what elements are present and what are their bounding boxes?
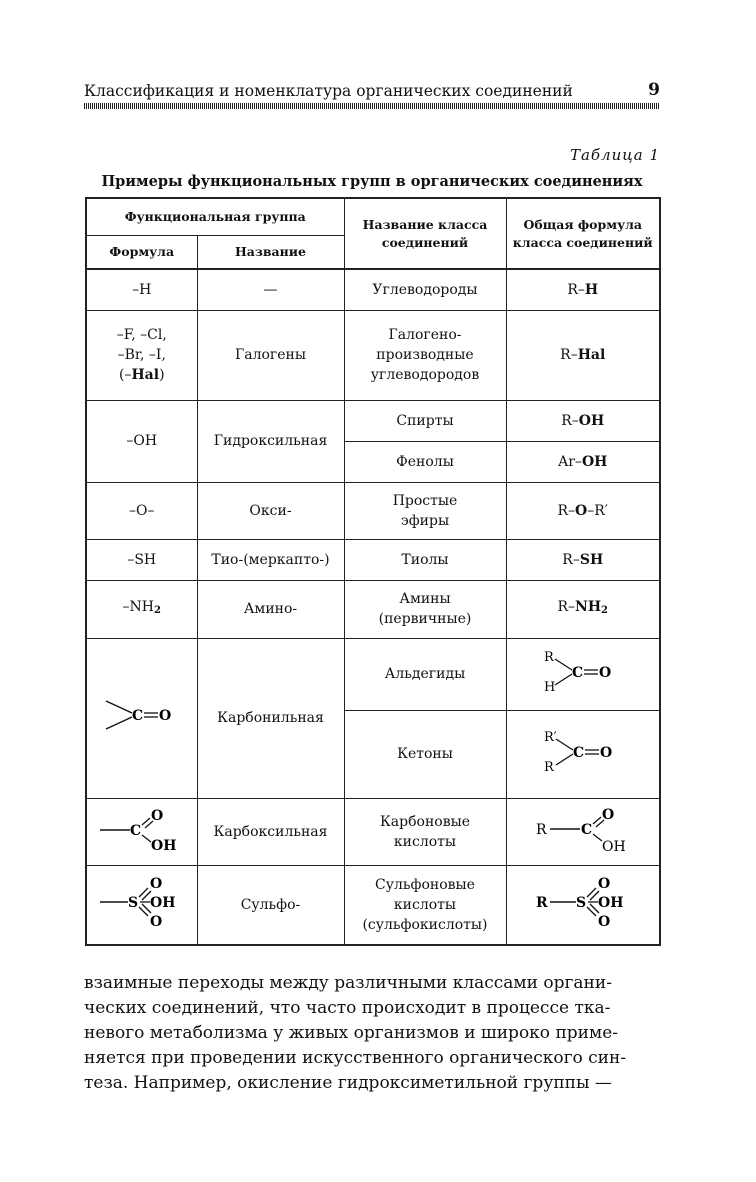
running-head-title: Классификация и номенклатура органических соединений xyxy=(84,82,573,100)
svg-text:H: H xyxy=(543,680,556,695)
svg-text:R′: R′ xyxy=(543,730,557,745)
body-line: невого метаболизма у живых организмов и широко приме- xyxy=(84,1023,619,1043)
cell-general: Ar–OH xyxy=(506,441,660,482)
table-title: Примеры функциональных групп в органических соединениях xyxy=(101,173,643,190)
cell-general: R–OH xyxy=(506,400,660,441)
cell-name: Карбоксильная xyxy=(197,798,344,865)
cell-name: Тио-(меркапто-) xyxy=(197,539,344,580)
svg-text:O: O xyxy=(597,913,610,930)
body-line: теза. Например, окисление гидроксиметильной группы — xyxy=(84,1073,612,1093)
svg-text:R: R xyxy=(535,821,547,838)
aldehyde-structure xyxy=(538,647,628,695)
svg-text:C: C xyxy=(571,665,583,681)
header-functional-group: Функциональная группа xyxy=(86,198,344,235)
body-line: ческих соединений, что часто происходит в процессе тка- xyxy=(84,998,611,1018)
table-row xyxy=(86,798,660,865)
cell-name: Сульфо- xyxy=(197,865,344,945)
svg-text:R: R xyxy=(543,760,554,775)
carboxyl-structure xyxy=(94,805,190,853)
svg-text:O: O xyxy=(598,665,611,681)
svg-text:OH: OH xyxy=(150,837,177,853)
svg-text:OH: OH xyxy=(601,838,626,854)
svg-text:R: R xyxy=(543,650,554,665)
cell-general: R–H xyxy=(506,269,660,310)
sulfo-structure xyxy=(94,874,190,930)
cell-general: R–O–R′ xyxy=(506,482,660,539)
functional-groups-table xyxy=(85,197,661,946)
cell-formula: –O– xyxy=(86,482,197,539)
cell-class: Амины (первичные) xyxy=(344,580,506,638)
cell-class: Галогено- производные углеводородов xyxy=(344,310,506,400)
carbonyl-structure xyxy=(102,695,182,735)
header-name: Название xyxy=(197,235,344,269)
header-class-name: Название класса соединений xyxy=(344,198,506,269)
cell-formula: $-NH_2$ xyxy=(86,580,197,638)
svg-text:O: O xyxy=(158,708,171,724)
carboxylic-acid-structure xyxy=(528,804,638,854)
cell-formula: –F, –Cl, –Br, –I, (–Hal) xyxy=(86,310,197,400)
cell-general-carboxylic xyxy=(506,798,660,865)
table-row xyxy=(86,638,660,710)
ketone-structure xyxy=(538,727,628,775)
svg-text:O: O xyxy=(601,806,614,823)
cell-general-ketone xyxy=(506,710,660,798)
cell-class: Карбоновые кислоты xyxy=(344,798,506,865)
cell-formula: –H xyxy=(86,269,197,310)
cell-name: Галогены xyxy=(197,310,344,400)
svg-text:O: O xyxy=(150,807,163,824)
cell-general: R–SH xyxy=(506,539,660,580)
cell-general: $R-NH_2$ xyxy=(506,580,660,638)
svg-text:OH: OH xyxy=(597,894,624,911)
sulfonic-acid-structure xyxy=(528,874,638,930)
cell-formula: –OH xyxy=(86,400,197,482)
cell-class: Альдегиды xyxy=(344,638,506,710)
header-formula: Формула xyxy=(86,235,197,269)
cell-formula: –SH xyxy=(86,539,197,580)
body-paragraph xyxy=(84,971,662,1096)
cell-formula-sulfo xyxy=(86,865,197,945)
svg-text:C: C xyxy=(131,708,143,724)
cell-class: Простые эфиры xyxy=(344,482,506,539)
cell-class: Тиолы xyxy=(344,539,506,580)
cell-formula-carbonyl xyxy=(86,638,197,798)
cell-general-sulfonic xyxy=(506,865,660,945)
svg-text:S: S xyxy=(575,894,586,911)
svg-text:C: C xyxy=(572,745,584,761)
page-number: 9 xyxy=(648,80,660,100)
table-row xyxy=(86,310,660,400)
cell-general-aldehyde xyxy=(506,638,660,710)
body-line: няется при проведении искусственного органического син- xyxy=(84,1048,627,1068)
table-row xyxy=(86,269,660,310)
table-row xyxy=(86,865,660,945)
svg-text:OH: OH xyxy=(149,894,176,911)
cell-name: Амино- xyxy=(197,580,344,638)
cell-class: Кетоны xyxy=(344,710,506,798)
svg-text:S: S xyxy=(127,894,138,911)
svg-text:C: C xyxy=(580,821,592,838)
cell-name: Карбонильная xyxy=(197,638,344,798)
cell-name: — xyxy=(197,269,344,310)
table-row xyxy=(86,482,660,539)
table-row xyxy=(86,400,660,441)
cell-class: Спирты xyxy=(344,400,506,441)
svg-text:O: O xyxy=(597,875,610,892)
header-rule xyxy=(84,103,660,109)
cell-class: Сульфоновые кислоты (сульфокислоты) xyxy=(344,865,506,945)
table-number: Таблица 1 xyxy=(569,146,660,164)
cell-formula-carboxyl xyxy=(86,798,197,865)
svg-text:O: O xyxy=(149,913,162,930)
svg-text:C: C xyxy=(129,822,141,839)
svg-text:O: O xyxy=(599,745,612,761)
body-line: взаимные переходы между различными классами органи- xyxy=(84,973,612,993)
table-row xyxy=(86,580,660,638)
svg-text:R: R xyxy=(535,894,548,911)
cell-name: Гидроксильная xyxy=(197,400,344,482)
cell-class: Фенолы xyxy=(344,441,506,482)
cell-class: Углеводороды xyxy=(344,269,506,310)
table-row xyxy=(86,539,660,580)
cell-name: Окси- xyxy=(197,482,344,539)
svg-text:O: O xyxy=(149,875,162,892)
cell-general: R–Hal xyxy=(506,310,660,400)
header-general-formula: Общая формула класса соединений xyxy=(506,198,660,269)
